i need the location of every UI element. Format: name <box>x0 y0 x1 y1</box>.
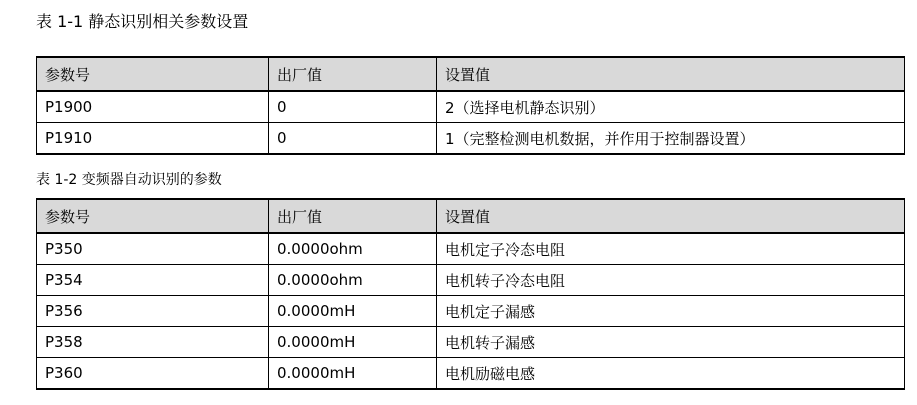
table-1-caption: 表 1-1 静态识别相关参数设置 <box>36 12 249 31</box>
setting-value-cell: 电机励磁电感 <box>437 358 905 390</box>
table-row <box>37 358 905 390</box>
param-number-cell: P1900 <box>37 91 269 123</box>
table-row <box>37 123 905 155</box>
table-header-row <box>37 199 905 233</box>
factory-value-cell: 0 <box>269 91 437 123</box>
table-row <box>37 233 905 265</box>
setting-value-cell: 电机定子漏感 <box>437 296 905 327</box>
param-number-cell: P350 <box>37 233 269 265</box>
table-header-row <box>37 57 905 91</box>
setting-value-cell: 1（完整检测电机数据，并作用于控制器设置） <box>437 123 905 155</box>
table-row <box>37 91 905 123</box>
column-header-setting-value: 设置值 <box>437 57 905 91</box>
factory-value-cell: 0.0000mH <box>269 327 437 358</box>
param-number-cell: P356 <box>37 296 269 327</box>
auto-identified-params-table <box>36 198 905 390</box>
factory-value-cell: 0 <box>269 123 437 155</box>
static-identification-params-table <box>36 56 905 155</box>
column-header-param-number: 参数号 <box>37 57 269 91</box>
column-header-factory-value: 出厂值 <box>269 57 437 91</box>
table-row <box>37 296 905 327</box>
table-2-caption: 表 1-2 变频器自动识别的参数 <box>36 172 222 188</box>
table-row <box>37 265 905 296</box>
param-number-cell: P358 <box>37 327 269 358</box>
param-number-cell: P1910 <box>37 123 269 155</box>
setting-value-cell: 电机转子冷态电阻 <box>437 265 905 296</box>
setting-value-cell: 2（选择电机静态识别） <box>437 91 905 123</box>
factory-value-cell: 0.0000mH <box>269 358 437 390</box>
param-number-cell: P360 <box>37 358 269 390</box>
factory-value-cell: 0.0000ohm <box>269 265 437 296</box>
setting-value-cell: 电机转子漏感 <box>437 327 905 358</box>
column-header-factory-value: 出厂值 <box>269 199 437 233</box>
factory-value-cell: 0.0000mH <box>269 296 437 327</box>
column-header-setting-value: 设置值 <box>437 199 905 233</box>
param-number-cell: P354 <box>37 265 269 296</box>
setting-value-cell: 电机定子冷态电阻 <box>437 233 905 265</box>
factory-value-cell: 0.0000ohm <box>269 233 437 265</box>
column-header-param-number: 参数号 <box>37 199 269 233</box>
table-row <box>37 327 905 358</box>
